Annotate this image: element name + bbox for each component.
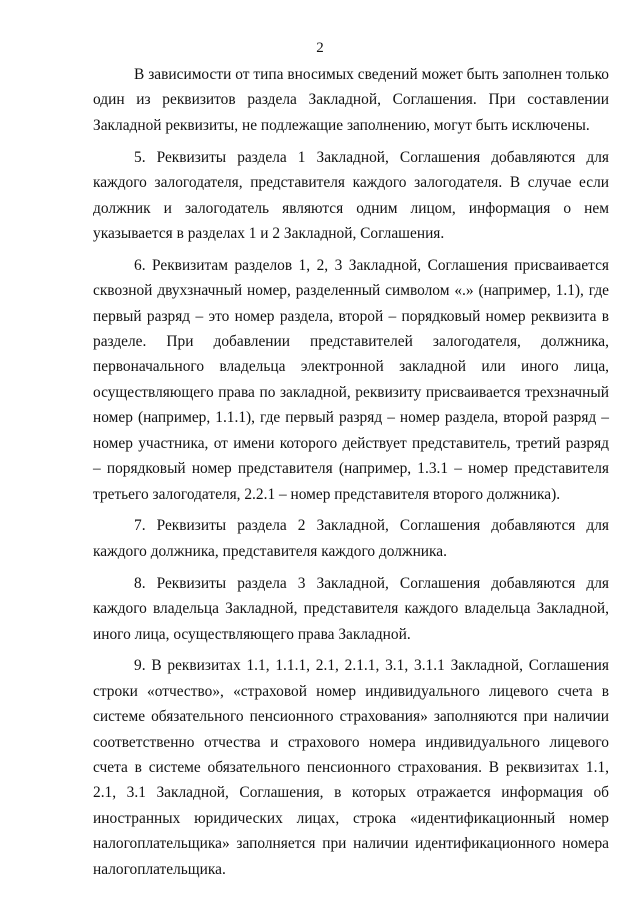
page-number: 2 xyxy=(316,40,324,56)
paragraph-7: 7. Реквизиты раздела 2 Закладной, Соглашения добавляются для каждого должника, представителя каждого должника. xyxy=(93,517,609,560)
paragraph-intro: В зависимости от типа вносимых сведений может быть заполнен только один из реквизитов раздела Закладной, Соглашения. При составлении Закладной реквизиты, не подлежащие заполнению, могут быть исключены. xyxy=(93,66,609,134)
paragraph-9: 9. В реквизитах 1.1, 1.1.1, 2.1, 2.1.1, 3.1, 3.1.1 Закладной, Соглашения строки «отчество», «страховой номер индивидуального лицевого счета в системе обязательного пенсионного страхования» заполняются при наличии соответственно отчества и страхового номера индивидуального лицевого счета в системе обязательного пенсионного страхования. В реквизитах 1.1, 2.1, 3.1 Закладной, Соглашения, в которых отражается информация об иностранных юридических лицах, строка «идентификационный номер налогоплательщика» заполняется при наличии идентификационного номера налогоплательщика. xyxy=(93,657,609,878)
paragraph-8: 8. Реквизиты раздела 3 Закладной, Соглашения добавляются для каждого владельца Закладной, представителя каждого владельца Закладной, иного лица, осуществляющего права Закладной. xyxy=(93,574,609,643)
paragraph-6: 6. Реквизитам разделов 1, 2, 3 Закладной, Соглашения присваивается сквозной двухзначный номер, разделенный символом «.» (например, 1.1), где первый разряд – это номер раздела, второй – порядковый номер реквизита в разделе. При добавлении представителей залогодателя, должника, первоначального владельца электронной закладной или иного лица, осуществляющего права по закладной, реквизиту присваивается трехзначный номер (например, 1.1.1), где первый разряд – номер раздела, второй разряд – номер участника, от имени которого действует представитель, третий разряд – порядковый номер представителя (например, 1.3.1 – номер представителя третьего залогодателя, 2.2.1 – номер представителя второго должника). xyxy=(93,256,609,503)
document-body xyxy=(93,62,609,882)
paragraph-5: 5. Реквизиты раздела 1 Закладной, Соглашения добавляются для каждого залогодателя, представителя каждого залогодателя. В случае если должник и залогодатель являются одним лицом, информация о нем указывается в разделах 1 и 2 Закладной, Соглашения. xyxy=(93,148,609,242)
